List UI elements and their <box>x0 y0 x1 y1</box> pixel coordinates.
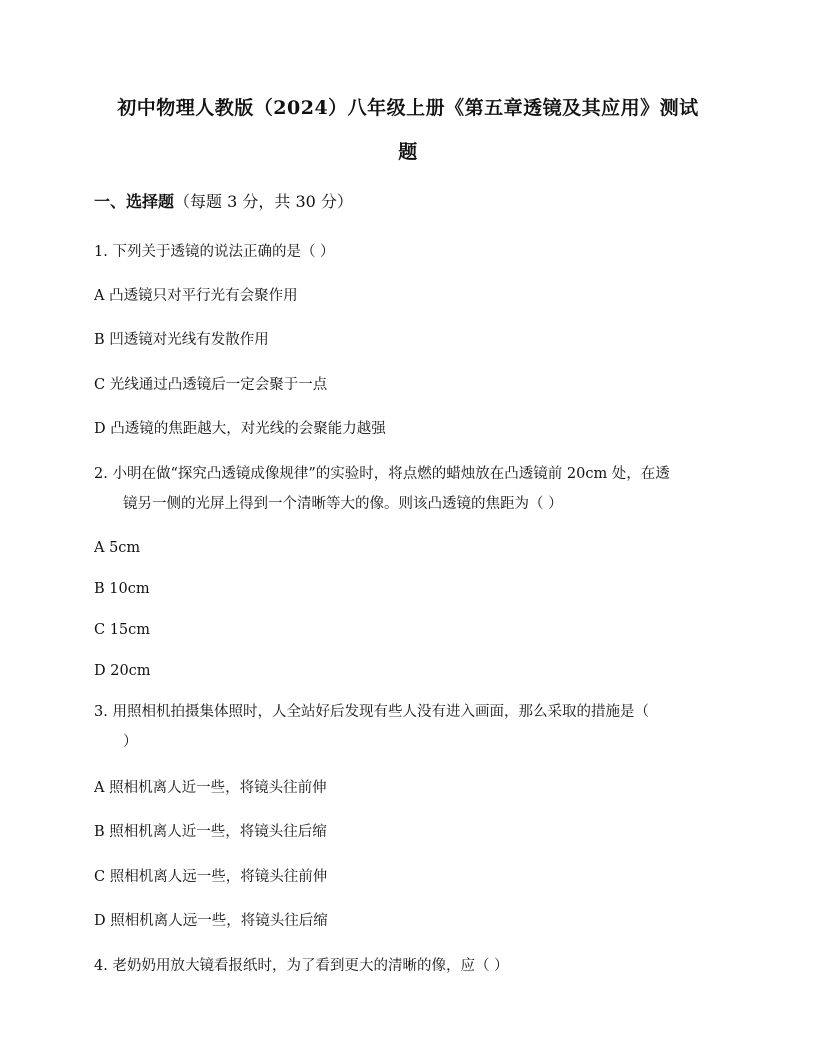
title-line-1: 初中物理人教版（2024）八年级上册《第五章透镜及其应用》测试 <box>117 97 699 119</box>
title-line-2: 题 <box>398 141 418 163</box>
section-heading <box>94 190 353 214</box>
question-2-option-d: D 20cm <box>94 663 151 679</box>
question-3-stem-line-1: 3. 用照相机拍摄集体照时，人全站好后发现有些人没有进入画面，那么采取的措施是（ <box>94 704 649 720</box>
question-3-option-a: A 照相机离人近一些，将镜头往前伸 <box>94 780 327 796</box>
question-1-option-a: A 凸透镜只对平行光有会聚作用 <box>94 288 298 304</box>
question-2-option-c: C 15cm <box>94 622 151 638</box>
section-heading-note: （每题 3 分，共 30 分） <box>174 192 353 211</box>
question-3-stem-line-2: ） <box>123 734 138 750</box>
question-3-option-c: C 照相机离人远一些，将镜头往前伸 <box>94 869 328 885</box>
question-4-stem: 4. 老奶奶用放大镜看报纸时，为了看到更大的清晰的像，应（ ） <box>94 958 509 974</box>
question-2-option-b: B 10cm <box>94 581 150 597</box>
question-3-option-d: D 照相机离人远一些，将镜头往后缩 <box>94 913 328 929</box>
document-title <box>90 86 726 174</box>
section-heading-label: 一、选择题 <box>94 192 175 211</box>
question-1-option-b: B 凹透镜对光线有发散作用 <box>94 332 269 348</box>
question-1-stem: 1. 下列关于透镜的说法正确的是（ ） <box>94 244 335 260</box>
question-3-option-b: B 照相机离人近一些，将镜头往后缩 <box>94 824 327 840</box>
question-1-option-d: D 凸透镜的焦距越大，对光线的会聚能力越强 <box>94 421 386 437</box>
question-2-option-a: A 5cm <box>94 540 141 556</box>
question-2-stem-line-2: 镜另一侧的光屏上得到一个清晰等大的像。则该凸透镜的焦距为（ ） <box>123 496 563 512</box>
question-2-stem-line-1: 2. 小明在做“探究凸透镜成像规律”的实验时，将点燃的蜡烛放在凸透镜前 20cm 处，在透 <box>94 466 670 482</box>
question-1-option-c: C 光线通过凸透镜后一定会聚于一点 <box>94 377 328 393</box>
